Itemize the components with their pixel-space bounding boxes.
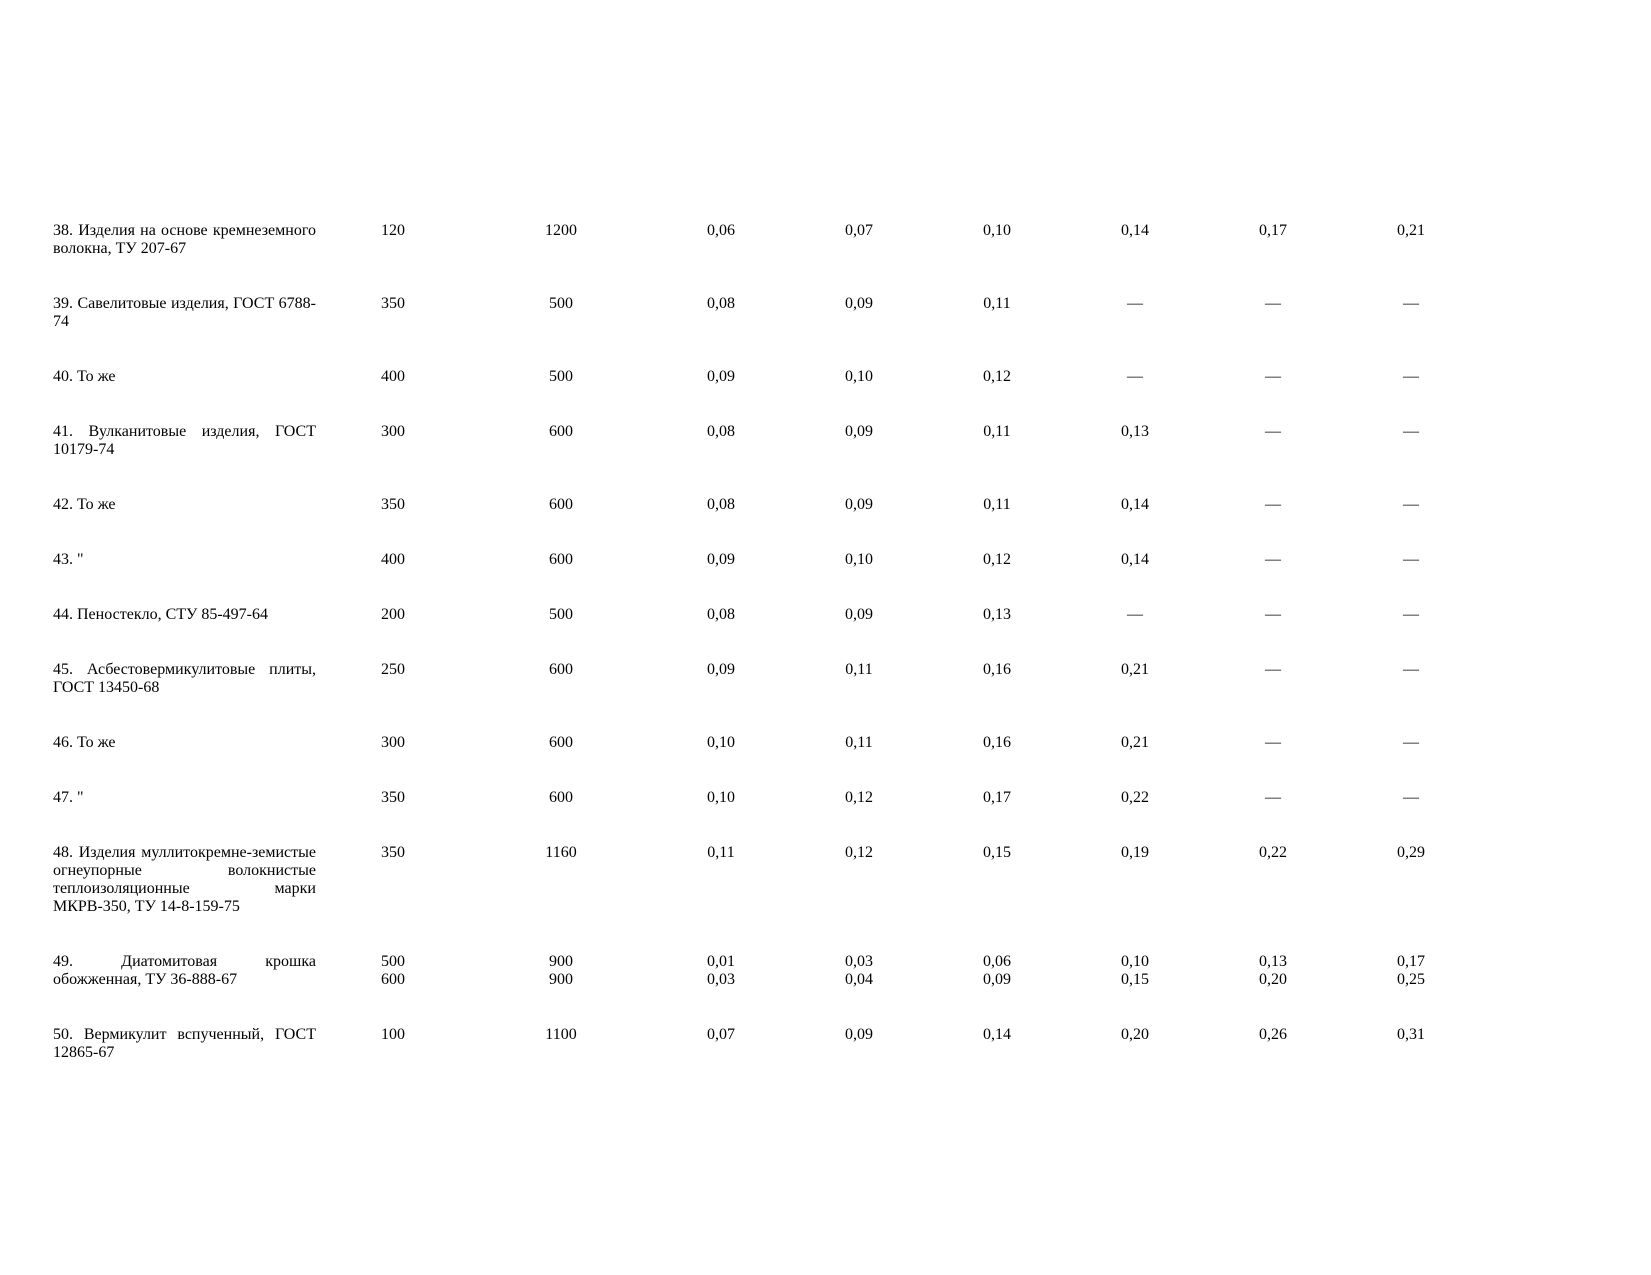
value-cell-5: 0,11 [983,496,1011,513]
value-cell-1: 200 [381,606,405,623]
value-cell-6: — [1127,368,1143,385]
value-cell-6: 0,10 0,15 [1121,953,1149,988]
value-cell-8: — [1403,295,1419,312]
table-row [53,661,1480,734]
material-name-cell: 39. Савелитовые изделия, ГОСТ 6788-74 [53,295,316,330]
value-cell-1: 100 [381,1026,405,1043]
value-cell-6: 0,21 [1121,661,1149,678]
value-cell-2: 900 900 [549,953,573,988]
value-cell-4: 0,10 [845,551,873,568]
value-cell-7: — [1265,734,1281,751]
value-cell-3: 0,10 [707,734,735,751]
value-cell-7: — [1265,368,1281,385]
value-cell-6: 0,22 [1121,789,1149,806]
table-row [53,496,1480,551]
value-cell-5: 0,11 [983,295,1011,312]
value-cell-1: 300 [381,734,405,751]
table-row [53,789,1480,844]
value-cell-6: 0,19 [1121,844,1149,861]
value-cell-5: 0,17 [983,789,1011,806]
value-cell-2: 600 [549,551,573,568]
value-cell-4: 0,03 0,04 [845,953,873,988]
value-cell-2: 1160 [545,844,577,861]
value-cell-3: 0,07 [707,1026,735,1043]
table-row [53,551,1480,606]
value-cell-5: 0,06 0,09 [983,953,1011,988]
value-cell-5: 0,13 [983,606,1011,623]
value-cell-1: 250 [381,661,405,678]
value-cell-5: 0,14 [983,1026,1011,1043]
value-cell-7: 0,26 [1259,1026,1287,1043]
value-cell-6: — [1127,606,1143,623]
value-cell-1: 300 [381,423,405,440]
table-row [53,222,1480,295]
material-name-cell: 40. То же [53,368,116,385]
value-cell-4: 0,09 [845,606,873,623]
material-name-cell: 50. Вермикулит вспученный, ГОСТ 12865-67 [53,1026,316,1061]
material-name-cell: 45. Асбестовермикулитовые плиты, ГОСТ 13450-68 [53,661,316,696]
value-cell-8: 0,29 [1397,844,1425,861]
material-name-cell: 44. Пеностекло, СТУ 85-497-64 [53,606,268,623]
value-cell-6: 0,14 [1121,222,1149,239]
value-cell-2: 600 [549,789,573,806]
value-cell-8: 0,31 [1397,1026,1425,1043]
value-cell-7: — [1265,661,1281,678]
value-cell-3: 0,09 [707,551,735,568]
value-cell-5: 0,12 [983,368,1011,385]
value-cell-6: 0,21 [1121,734,1149,751]
value-cell-2: 500 [549,295,573,312]
value-cell-1: 350 [381,789,405,806]
value-cell-5: 0,12 [983,551,1011,568]
value-cell-8: — [1403,734,1419,751]
table-row [53,953,1480,1026]
value-cell-3: 0,08 [707,423,735,440]
value-cell-1: 500 600 [381,953,405,988]
table-row [53,844,1480,953]
value-cell-5: 0,10 [983,222,1011,239]
value-cell-1: 350 [381,844,405,861]
value-cell-7: — [1265,423,1281,440]
value-cell-3: 0,11 [707,844,735,861]
table-body [53,222,1480,1099]
value-cell-8: — [1403,368,1419,385]
value-cell-8: 0,21 [1397,222,1425,239]
value-cell-1: 120 [381,222,405,239]
value-cell-6: 0,13 [1121,423,1149,440]
value-cell-5: 0,16 [983,734,1011,751]
value-cell-3: 0,08 [707,496,735,513]
table-row [53,606,1480,661]
value-cell-8: — [1403,789,1419,806]
value-cell-6: 0,20 [1121,1026,1149,1043]
value-cell-5: 0,16 [983,661,1011,678]
value-cell-7: 0,13 0,20 [1259,953,1287,988]
material-name-cell: 49. Диатомитовая крошка обожженная, ТУ 36-888-67 [53,953,316,988]
value-cell-5: 0,11 [983,423,1011,440]
value-cell-7: — [1265,789,1281,806]
value-cell-7: — [1265,295,1281,312]
table-row [53,1026,1480,1099]
value-cell-4: 0,11 [845,661,873,678]
material-name-cell: 47. " [53,789,84,806]
material-name-cell: 48. Изделия муллитокремне-земистые огнеупорные волокнистые теплоизоляционные марки МКРВ-350, ТУ 14-8-159-75 [53,844,316,915]
material-name-cell: 41. Вулканитовые изделия, ГОСТ 10179-74 [53,423,316,458]
table-row [53,734,1480,789]
value-cell-6: 0,14 [1121,496,1149,513]
material-name-cell: 38. Изделия на основе кремнеземного волокна, ТУ 207-67 [53,222,316,257]
value-cell-1: 400 [381,368,405,385]
value-cell-2: 500 [549,368,573,385]
value-cell-2: 1200 [545,222,577,239]
value-cell-8: — [1403,551,1419,568]
value-cell-4: 0,10 [845,368,873,385]
value-cell-4: 0,09 [845,423,873,440]
value-cell-4: 0,09 [845,496,873,513]
value-cell-6: — [1127,295,1143,312]
value-cell-2: 1100 [545,1026,577,1043]
table-row [53,423,1480,496]
value-cell-7: — [1265,551,1281,568]
value-cell-3: 0,10 [707,789,735,806]
value-cell-2: 600 [549,734,573,751]
value-cell-7: — [1265,496,1281,513]
value-cell-5: 0,15 [983,844,1011,861]
table-row [53,295,1480,368]
value-cell-4: 0,09 [845,1026,873,1043]
material-name-cell: 42. То же [53,496,116,513]
value-cell-4: 0,07 [845,222,873,239]
material-table [53,222,1480,1099]
value-cell-2: 600 [549,661,573,678]
value-cell-3: 0,09 [707,661,735,678]
value-cell-7: 0,17 [1259,222,1287,239]
value-cell-2: 600 [549,496,573,513]
value-cell-1: 350 [381,496,405,513]
value-cell-4: 0,12 [845,789,873,806]
value-cell-3: 0,06 [707,222,735,239]
value-cell-2: 500 [549,606,573,623]
value-cell-4: 0,12 [845,844,873,861]
value-cell-3: 0,09 [707,368,735,385]
material-name-cell: 43. " [53,551,84,568]
value-cell-8: — [1403,606,1419,623]
material-name-cell: 46. То же [53,734,116,751]
value-cell-2: 600 [549,423,573,440]
value-cell-7: — [1265,606,1281,623]
value-cell-8: — [1403,423,1419,440]
value-cell-8: 0,17 0,25 [1397,953,1425,988]
value-cell-4: 0,09 [845,295,873,312]
value-cell-6: 0,14 [1121,551,1149,568]
value-cell-8: — [1403,496,1419,513]
value-cell-3: 0,08 [707,606,735,623]
value-cell-1: 350 [381,295,405,312]
value-cell-3: 0,01 0,03 [707,953,735,988]
value-cell-3: 0,08 [707,295,735,312]
value-cell-7: 0,22 [1259,844,1287,861]
table-row [53,368,1480,423]
value-cell-4: 0,11 [845,734,873,751]
value-cell-8: — [1403,661,1419,678]
value-cell-1: 400 [381,551,405,568]
